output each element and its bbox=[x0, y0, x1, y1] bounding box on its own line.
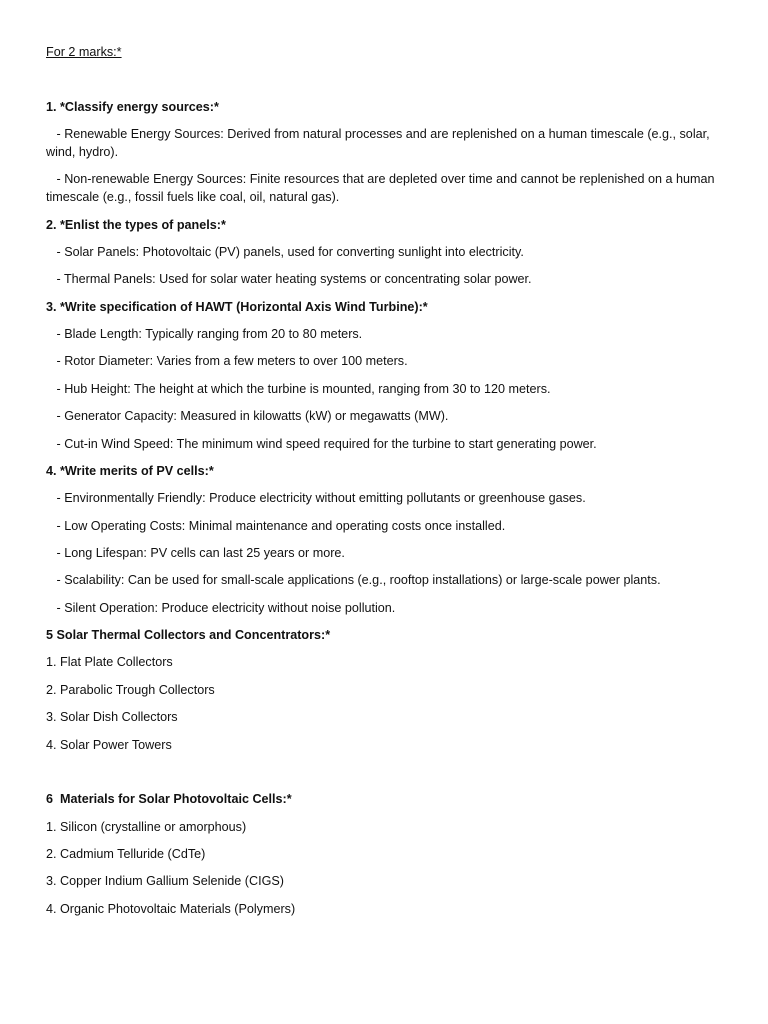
q2-item-1: - Solar Panels: Photovoltaic (PV) panels, used for converting sunlight into electricity. bbox=[46, 245, 524, 259]
q4-item-5: - Silent Operation: Produce electricity without noise pollution. bbox=[46, 601, 396, 615]
q4-title: 4. *Write merits of PV cells:* bbox=[46, 464, 214, 478]
q4-item-1: - Environmentally Friendly: Produce electricity without emitting pollutants or greenhouse gases. bbox=[46, 491, 586, 505]
q6-item-1: 1. Silicon (crystalline or amorphous) bbox=[46, 820, 247, 834]
q4-item-4: - Scalability: Can be used for small-scale applications (e.g., rooftop installations) or large-scale power plants. bbox=[46, 573, 661, 587]
q5-item-2: 2. Parabolic Trough Collectors bbox=[46, 683, 215, 697]
q6-item-4: 4. Organic Photovoltaic Materials (Polymers) bbox=[46, 902, 296, 916]
q4-item-3: - Long Lifespan: PV cells can last 25 years or more. bbox=[46, 546, 345, 560]
q6-item-2: 2. Cadmium Telluride (CdTe) bbox=[46, 847, 206, 861]
q1-item-1: - Renewable Energy Sources: Derived from natural processes and are replenished on a human timescale (e.g., solar, wind, hydro). bbox=[46, 127, 714, 159]
q2-item-2: - Thermal Panels: Used for solar water heating systems or concentrating solar power. bbox=[46, 272, 532, 286]
q1-title: 1. *Classify energy sources:* bbox=[46, 100, 219, 114]
q5-item-4: 4. Solar Power Towers bbox=[46, 738, 172, 752]
q5-item-1: 1. Flat Plate Collectors bbox=[46, 655, 173, 669]
top-label: For 2 marks:* bbox=[46, 45, 122, 59]
q3-item-1: - Blade Length: Typically ranging from 20 to 80 meters. bbox=[46, 327, 363, 341]
q2-title: 2. *Enlist the types of panels:* bbox=[46, 218, 226, 232]
q1-item-2: - Non-renewable Energy Sources: Finite resources that are depleted over time and cannot be replenished on a human timescale (e.g., fossil fuels like coal, oil, natural gas). bbox=[46, 172, 719, 204]
q3-item-4: - Generator Capacity: Measured in kilowatts (kW) or megawatts (MW). bbox=[46, 409, 449, 423]
q6-item-3: 3. Copper Indium Gallium Selenide (CIGS) bbox=[46, 874, 284, 888]
q6-title: 6 Materials for Solar Photovoltaic Cells:* bbox=[46, 792, 292, 806]
q4-item-2: - Low Operating Costs: Minimal maintenance and operating costs once installed. bbox=[46, 519, 506, 533]
q3-item-5: - Cut-in Wind Speed: The minimum wind speed required for the turbine to start generating power. bbox=[46, 437, 597, 451]
q3-item-3: - Hub Height: The height at which the turbine is mounted, ranging from 30 to 120 meters. bbox=[46, 382, 551, 396]
q3-item-2: - Rotor Diameter: Varies from a few meters to over 100 meters. bbox=[46, 354, 408, 368]
q5-title: 5 Solar Thermal Collectors and Concentrators:* bbox=[46, 628, 331, 642]
q3-title: 3. *Write specification of HAWT (Horizontal Axis Wind Turbine):* bbox=[46, 300, 428, 314]
q5-item-3: 3. Solar Dish Collectors bbox=[46, 710, 178, 724]
